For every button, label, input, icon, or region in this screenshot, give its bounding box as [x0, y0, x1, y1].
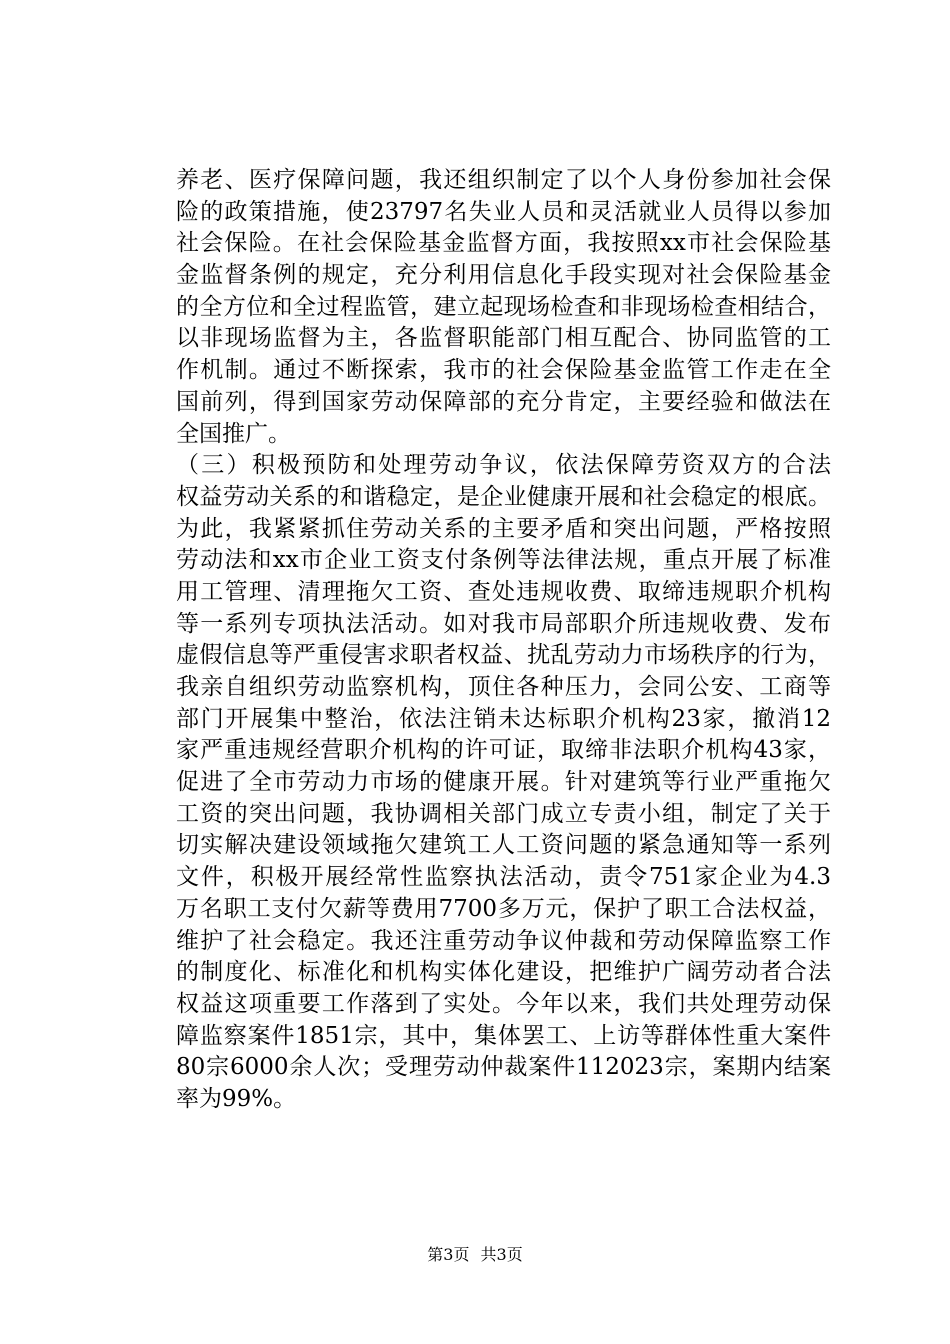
- text-line: 工资的突出问题，我协调相关部门成立专责小组，制定了关于: [176, 800, 831, 827]
- text-line: 金监督条例的规定，充分利用信息化手段实现对社会保险基金: [176, 262, 831, 289]
- text-line: 的制度化、标准化和机构实体化建设，把维护广阔劳动者合法: [176, 959, 831, 986]
- text-line: 社会保险。在社会保险基金监督方面，我按照xx市社会保险基: [176, 230, 831, 257]
- text-line: 全国推广。: [176, 420, 291, 447]
- text-line: 文件，积极开展经常性监察执法活动，责令751家企业为4.3: [176, 864, 831, 891]
- page-footer: 第3页 共3页: [427, 1245, 523, 1264]
- text-line: 国前列，得到国家劳动保障部的充分肯定，主要经验和做法在: [176, 388, 831, 415]
- text-line: 为此，我紧紧抓住劳动关系的主要矛盾和突出问题，严格按照: [176, 515, 831, 542]
- text-line: 险的政策措施，使23797名失业人员和灵活就业人员得以参加: [176, 198, 831, 225]
- text-line: 万名职工支付欠薪等费用7700多万元，保护了职工合法权益，: [176, 895, 831, 922]
- text-line: 养老、医疗保障问题，我还组织制定了以个人身份参加社会保: [176, 167, 831, 193]
- text-line: 障监察案件1851宗，其中，集体罢工、上访等群体性重大案件: [176, 1022, 831, 1049]
- text-line: 权益劳动关系的和谐稳定，是企业健康开展和社会稳定的根底。: [176, 483, 831, 510]
- text-line: 80宗6000余人次；受理劳动仲裁案件112023宗，案期内结案: [176, 1054, 831, 1081]
- text-line: 劳动法和xx市企业工资支付条例等法律法规，重点开展了标准: [176, 547, 831, 574]
- text-line: 以非现场监督为主，各监督职能部门相互配合、协同监管的工: [176, 325, 831, 352]
- text-line: 用工管理、清理拖欠工资、查处违规收费、取缔违规职介机构: [176, 578, 831, 605]
- text-line: 作机制。通过不断探索，我市的社会保险基金监管工作走在全: [176, 357, 831, 384]
- text-line: 促进了全市劳动力市场的健康开展。针对建筑等行业严重拖欠: [176, 769, 831, 796]
- text-line: （三）积极预防和处理劳动争议，依法保障劳资双方的合法: [176, 452, 831, 479]
- text-line: 家严重违规经营职介机构的许可证，取缔非法职介机构43家，: [176, 737, 831, 764]
- paragraph-labor-disputes: [176, 450, 831, 1115]
- text-line: 部门开展集中整治，依法注销未达标职介机构23家，撤消12: [176, 705, 831, 732]
- text-line: 切实解决建设领域拖欠建筑工人工资问题的紧急通知等一系列: [176, 832, 831, 859]
- text-line: 虚假信息等严重侵害求职者权益、扰乱劳动力市场秩序的行为，: [176, 642, 831, 669]
- body-text: [176, 165, 831, 1116]
- text-line: 维护了社会稳定。我还注重劳动争议仲裁和劳动保障监察工作: [176, 927, 831, 954]
- text-line: 率为99%。: [176, 1085, 297, 1112]
- text-line: 权益这项重要工作落到了实处。今年以来，我们共处理劳动保: [176, 990, 831, 1017]
- text-line: 等一系列专项执法活动。如对我市局部职介所违规收费、发布: [176, 610, 831, 637]
- text-line: 我亲自组织劳动监察机构，顶住各种压力，会同公安、工商等: [176, 674, 831, 700]
- text-line: 的全方位和全过程监管，建立起现场检查和非现场检查相结合，: [176, 293, 831, 320]
- paragraph-social-insurance: [176, 165, 831, 450]
